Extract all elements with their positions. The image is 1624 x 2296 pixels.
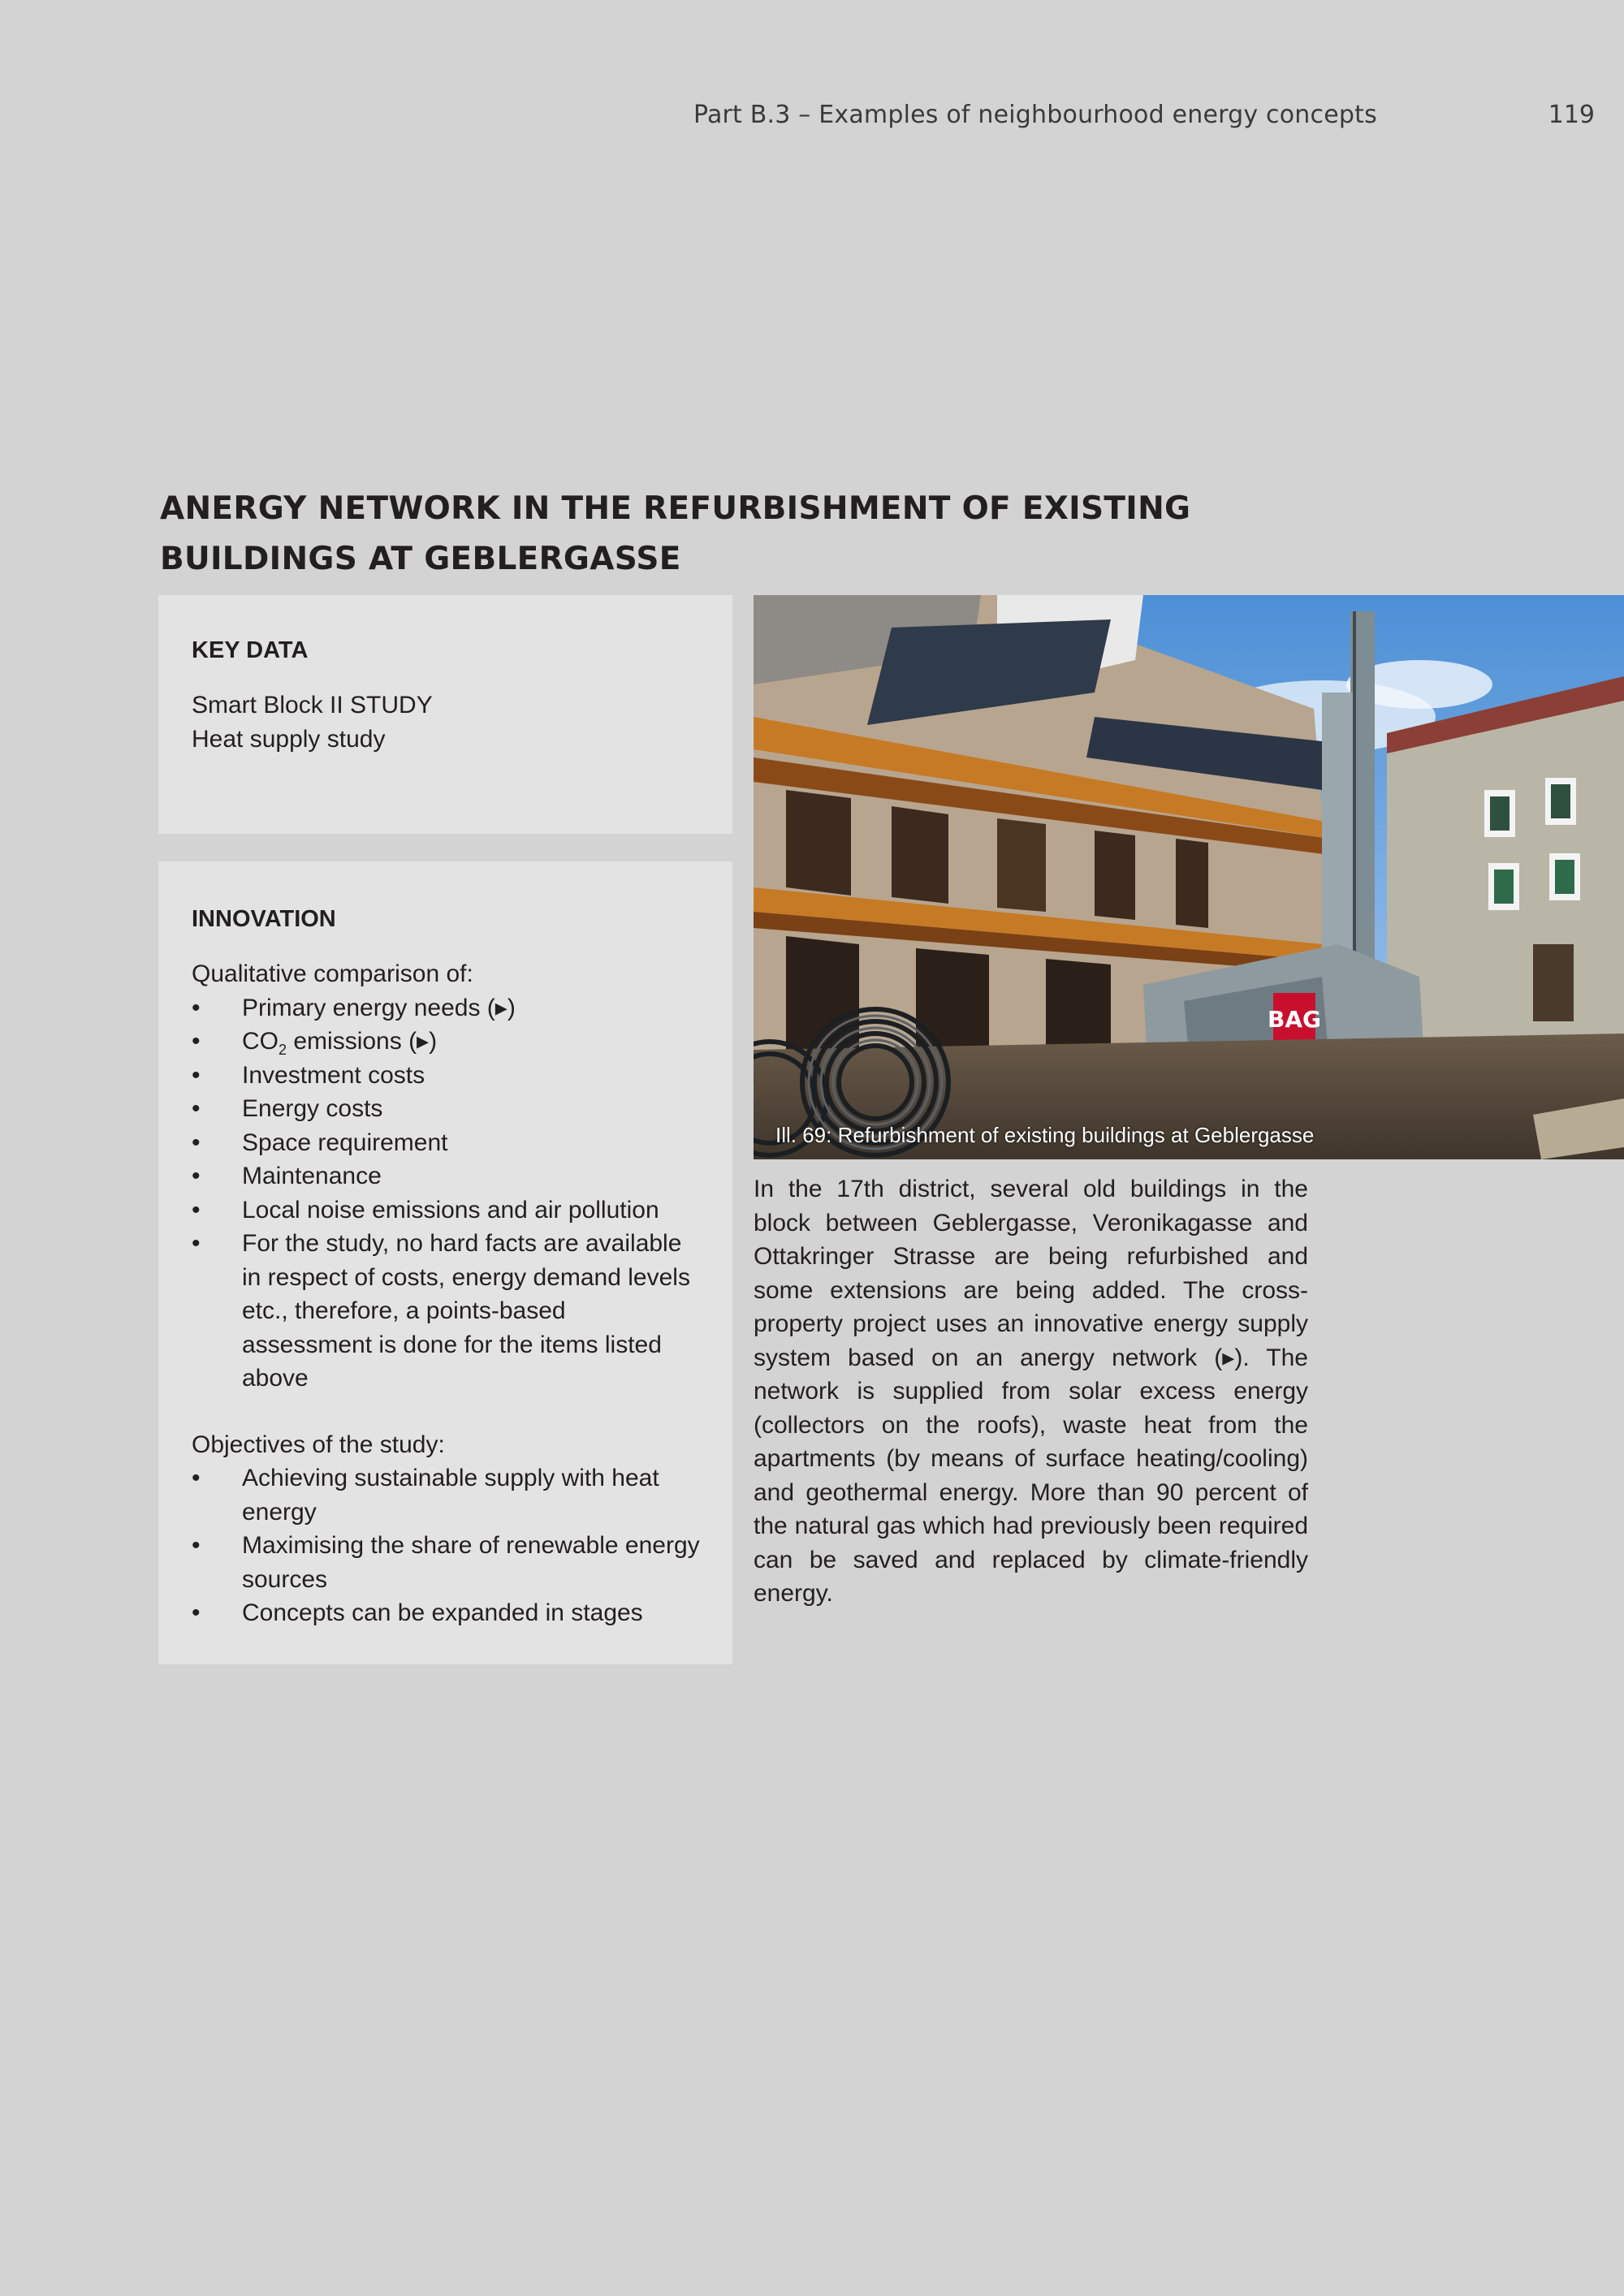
- figure-caption: Ill. 69: Refurbishment of existing buildings at Geblergasse: [775, 1123, 1315, 1147]
- key-data-heading: KEY DATA: [192, 637, 309, 663]
- running-head: Part B.3 – Examples of neighbourhood energy concepts: [693, 101, 1377, 129]
- list-item: • Space requirement: [192, 1126, 700, 1160]
- photo-illustration: [754, 595, 1624, 1159]
- objectives-list: [192, 1461, 700, 1630]
- article-title: ANERGY NETWORK IN THE REFURBISHMENT OF EXISTING BUILDINGS AT GEBLERGASSE: [160, 490, 1191, 577]
- list-item: • Achieving sustainable supply with heat energy: [192, 1461, 700, 1529]
- body-paragraph: In the 17th district, several old buildings in the block between Geblergasse, Veronikagasse and Ottakringer Strasse are being refurbished and some extensions are being added. The cross-property project uses an innovative energy supply system based on an anergy network (▸). The network is supplied from solar excess energy (collectors on the roofs), waste heat from the apartments (by means of surface heating/cooling) and geothermal energy. More than 90 percent of the natural gas which had previously been required can be saved and replaced by climate-friendly energy.: [754, 1176, 1308, 1607]
- list-item: [192, 1025, 700, 1059]
- construction-site-photo: [754, 595, 1624, 1159]
- list-item: • Investment costs: [192, 1059, 700, 1093]
- innovation-heading: INNOVATION: [192, 906, 336, 932]
- list-item: • Maintenance: [192, 1159, 700, 1193]
- innovation-box: [158, 861, 732, 1664]
- list-item-text: emissions (▸): [293, 1028, 438, 1055]
- comparison-list: [192, 991, 700, 1396]
- key-data-line: Smart Block II STUDY: [192, 692, 433, 719]
- list-item: • Concepts can be expanded in stages: [192, 1596, 700, 1630]
- list-item: • Primary energy needs (▸): [192, 991, 700, 1025]
- list-item: • Energy costs: [192, 1092, 700, 1126]
- objectives-intro: Objectives of the study:: [192, 1431, 445, 1458]
- list-item: • For the study, no hard facts are available in respect of costs, energy demand levels etc., therefore, a points-based assessment is done for the items listed above: [192, 1227, 700, 1396]
- page-number: 119: [1548, 101, 1595, 129]
- sign-text: BAG: [1268, 1006, 1321, 1033]
- comparison-intro: Qualitative comparison of:: [192, 960, 473, 987]
- list-item: • Local noise emissions and air pollution: [192, 1193, 700, 1228]
- key-data-box: [158, 595, 732, 834]
- list-item: • Maximising the share of renewable energy sources: [192, 1529, 700, 1596]
- co2-label: CO: [242, 1028, 279, 1055]
- co2-subscript: 2: [279, 1042, 287, 1058]
- key-data-line: Heat supply study: [192, 725, 386, 753]
